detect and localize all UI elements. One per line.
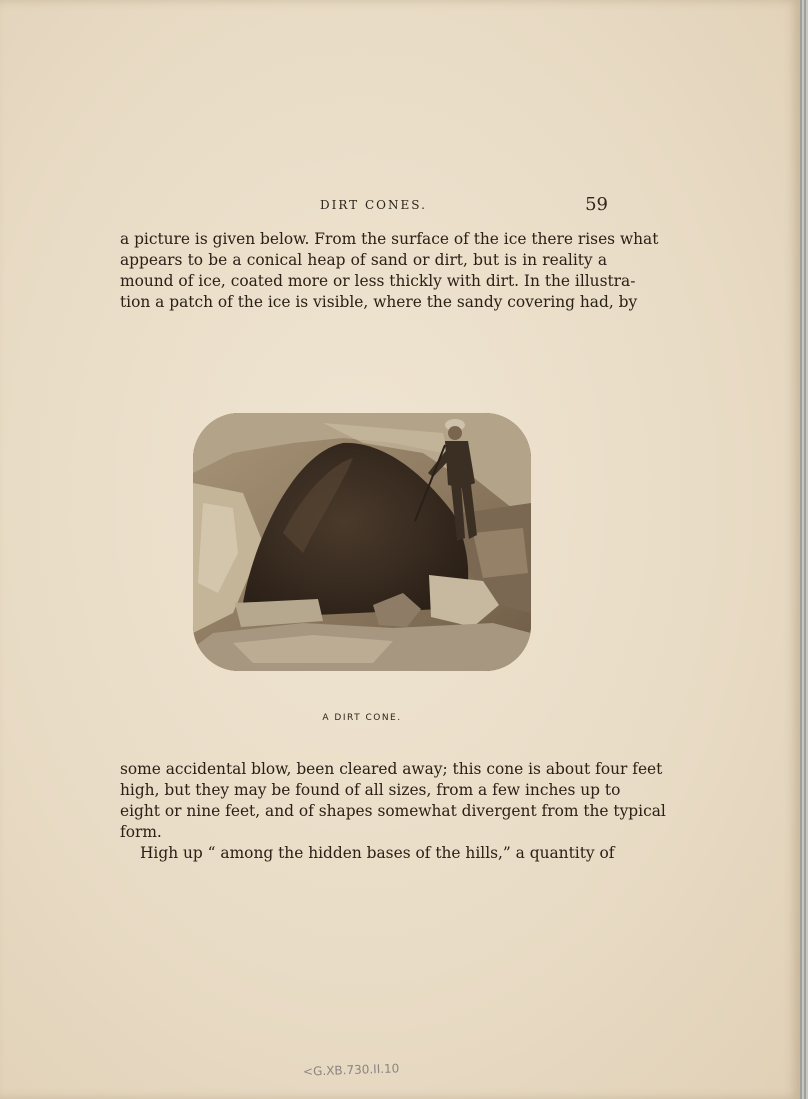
dirt-cone-photograph xyxy=(193,413,531,671)
text-line: a picture is given below. From the surface of the ice there rises what xyxy=(120,230,659,248)
text-line: mound of ice, coated more or less thickly with dirt. In the illustra- xyxy=(120,272,636,290)
paragraph-bottom xyxy=(120,759,666,864)
book-cover-cloth xyxy=(800,0,808,1099)
text-line: eight or nine feet, and of shapes somewhat divergent from the typical xyxy=(120,802,666,820)
text-line: some accidental blow, been cleared away; this cone is about four feet xyxy=(120,760,663,778)
text-line: appears to be a conical heap of sand or dirt, but is in reality a xyxy=(120,251,607,269)
photograph-plate xyxy=(193,413,531,671)
page-number: 59 xyxy=(585,194,608,215)
paragraph-top xyxy=(120,229,659,313)
text-line: form. xyxy=(120,823,162,841)
text-line: tion a patch of the ice is visible, where the sandy covering had, by xyxy=(120,293,638,311)
text-line: High up “ among the hidden bases of the hills,” a quantity of xyxy=(140,844,615,862)
running-head xyxy=(120,196,608,218)
shelfmark-stamp: <G.XB.730.II.10 xyxy=(302,1061,400,1079)
plate-caption: A DIRT CONE. xyxy=(322,713,402,723)
running-head-title: DIRT CONES. xyxy=(320,198,427,212)
text-line: high, but they may be found of all sizes, from a few inches up to xyxy=(120,781,621,799)
